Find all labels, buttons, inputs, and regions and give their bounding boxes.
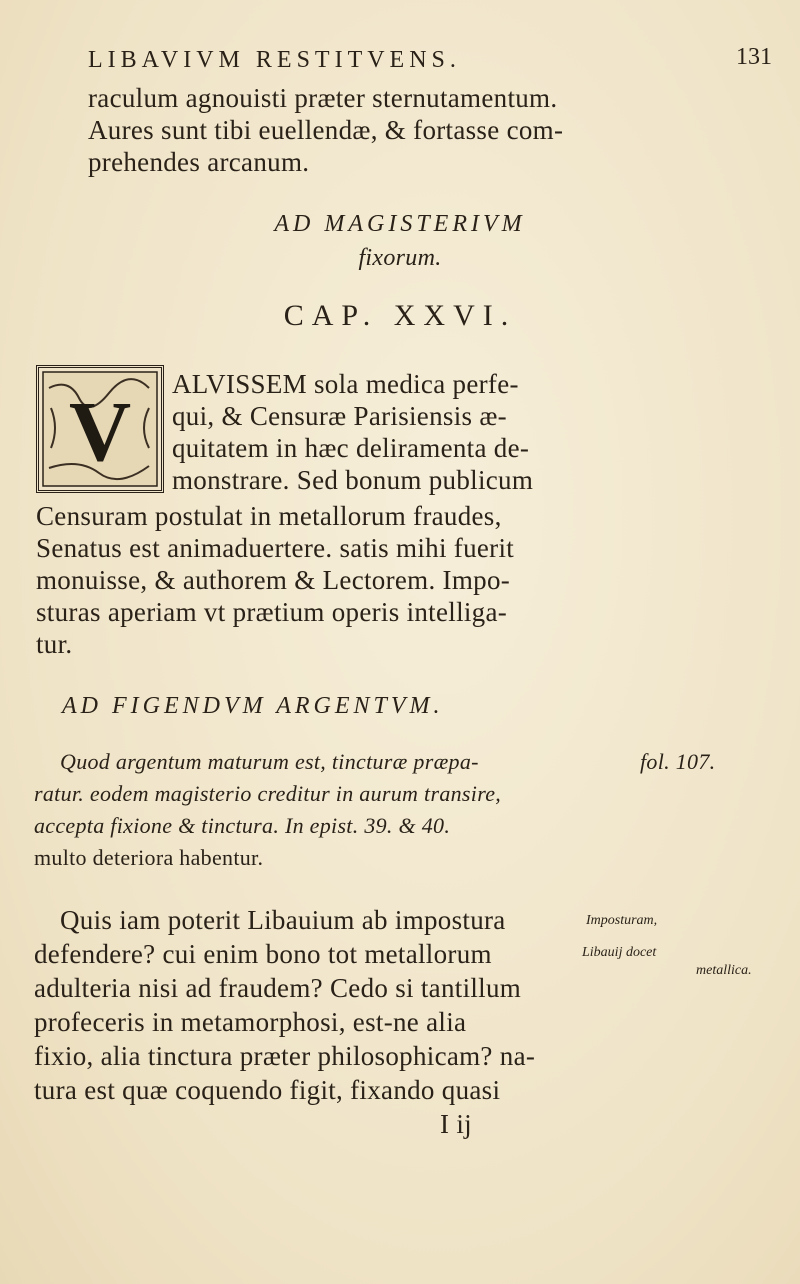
quote-line: ratur. eodem magisterio creditur in aurum transire, <box>34 781 502 806</box>
text-line: Quis iam poterit Libauium ab impostura <box>60 905 506 935</box>
running-title: LIBAVIVM RESTITVENS. <box>88 47 461 73</box>
quote-line: Quod argentum maturum est, tincturæ præpa- <box>60 749 479 774</box>
svg-text:V: V <box>68 383 132 479</box>
section-subheading: fixorum. <box>358 245 442 271</box>
folio-reference: fol. 107. <box>640 749 716 774</box>
text-line: prehendes arcanum. <box>88 147 310 177</box>
text-line: ALVISSEM sola medica perfe- <box>172 369 519 399</box>
text-line: defendere? cui enim bono tot metallorum <box>34 939 492 969</box>
page-number: 131 <box>736 44 772 70</box>
section-heading: AD FIGENDVM ARGENTVM. <box>62 693 444 719</box>
text-line: monuisse, & authorem & Lectorem. Impo- <box>36 565 511 595</box>
text-line: fixio, alia tinctura præter philosophicam? na- <box>34 1041 536 1071</box>
text-line: monstrare. Sed bonum publicum <box>172 465 534 495</box>
text-line: tura est quæ coquendo figit, fixando quasi <box>34 1075 501 1105</box>
text-line: Censuram postulat in metallorum fraudes, <box>36 501 502 531</box>
text-line: Aures sunt tibi euellendæ, & fortasse com- <box>88 115 564 145</box>
text-line: raculum agnouisti præter sternutamentum. <box>88 83 558 113</box>
text-line: profeceris in metamorphosi, est-ne alia <box>34 1007 467 1037</box>
text-line: quitatem in hæc deliramenta de- <box>172 433 530 463</box>
quote-line: multo deteriora habentur. <box>34 845 264 870</box>
section-heading: AD MAGISTERIVM <box>274 211 526 237</box>
text-line: tur. <box>36 629 73 659</box>
text-line: Senatus est animaduertere. satis mihi fuerit <box>36 533 515 563</box>
signature-mark: I ij <box>440 1109 472 1139</box>
margin-note: Libauij docet <box>582 945 657 960</box>
quote-line: accepta fixione & tinctura. In epist. 39. & 40. <box>34 813 451 838</box>
margin-note: metallica. <box>696 963 752 978</box>
text-line: sturas aperiam vt prætium operis intelliga- <box>36 597 508 627</box>
text-line: qui, & Censuræ Parisiensis æ- <box>172 401 507 431</box>
margin-note: Imposturam, <box>586 913 658 928</box>
ornament-icon <box>39 368 161 490</box>
text-line: adulteria nisi ad fraudem? Cedo si tantillum <box>34 973 522 1003</box>
chapter-heading: CAP. XXVI. <box>283 299 517 332</box>
decorated-initial <box>36 365 164 493</box>
